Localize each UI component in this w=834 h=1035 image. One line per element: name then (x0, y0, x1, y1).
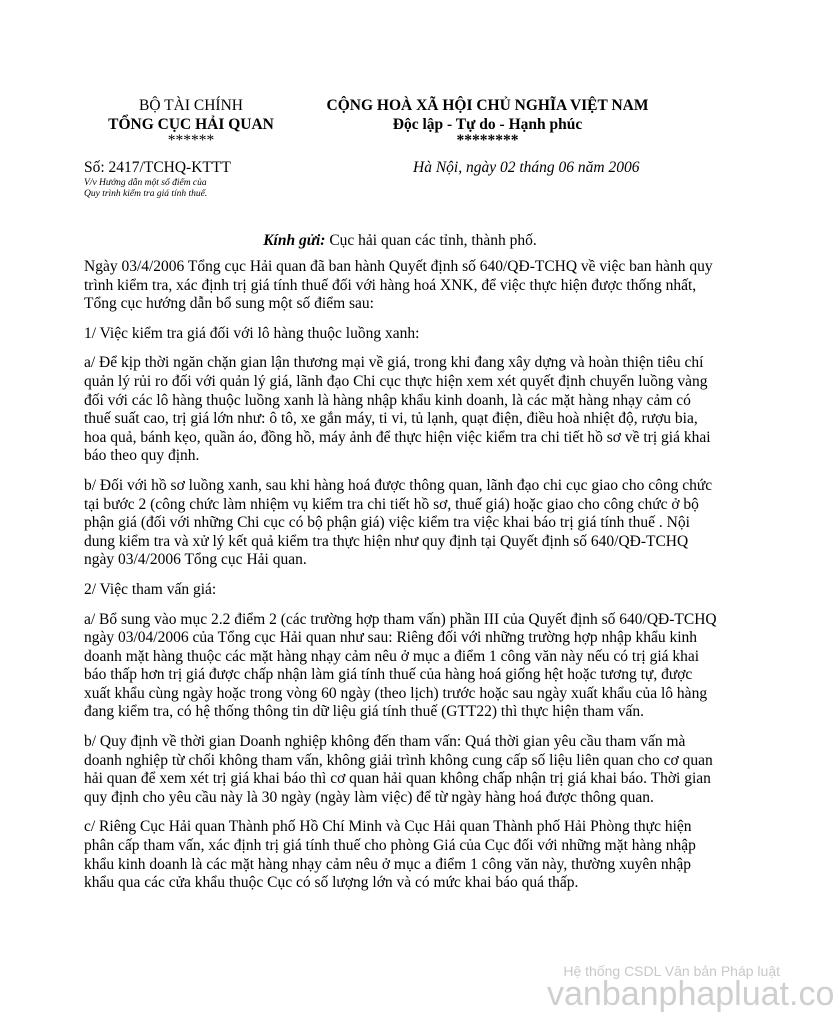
document-subject (84, 178, 254, 200)
subject-line: Quy trình kiểm tra giá tính thuế. (84, 189, 208, 199)
ministry-name: BỘ TÀI CHÍNH (139, 97, 243, 114)
body-paragraph: a/ Bổ sung vào mục 2.2 điểm 2 (các trường hợp tham vấn) phần III của Quyết định số 640/QĐ-TCHQ ngày 03/04/2006 của Tổng cục Hải quan như sau: Riêng đối với những trường hợp nhập khẩu kinh doanh mặt hàng thuộc các mặt hàng nhạy cảm nêu ở mục a điểm 1 công văn này nếu có trị giá khai báo thấp hơn trị giá được chấp nhận làm giá tính thuế của hàng hoá giống hệt hoặc tương tự, được xuất khẩu cùng ngày hoặc trong vòng 60 ngày (theo lịch) trước hoặc sau ngày xuất khẩu của lô hàng đang kiểm tra, có hệ thống thông tin dữ liệu giá tính thuế (GTT22) thì thực hiện tham vấn. (84, 610, 717, 721)
subject-line: V/v Hướng dẫn một số điểm của (84, 178, 207, 188)
issuing-authority (96, 96, 286, 148)
national-motto: Độc lập - Tự do - Hạnh phúc (392, 116, 583, 133)
place-and-date: Hà Nội, ngày 02 tháng 06 năm 2006 (413, 159, 640, 176)
national-title (300, 96, 675, 148)
body-paragraph: b/ Đối với hồ sơ luồng xanh, sau khi hàng hoá được thông quan, lãnh đạo chi cục giao cho công chức tại bước 2 (công chức làm nhiệm vụ kiểm tra chi tiết hồ sơ, thuế giá) hoặc giao cho công chức ở bộ phận giá (đối với những Chi cục có bộ phận giá) việc kiểm tra việc khai báo trị giá tính thuế . Nội dung kiểm tra và xử lý kết quả kiểm tra thực hiện như quy định tại Quyết định số 640/QĐ-TCHQ ngày 03/4/2006 Tổng cục Hải quan. (84, 476, 713, 569)
watermark-caption: Hệ thống CSDL Văn bản Pháp luật (563, 963, 780, 979)
body-paragraph: Ngày 03/4/2006 Tổng cục Hải quan đã ban hành Quyết định số 640/QĐ-TCHQ về việc ban hành quy trình kiểm tra, xác định trị giá tính thuế đối với hàng hoá XNK, để việc thực hiện được thống nhất, Tổng cục hướng dẫn bổ sung một số điểm sau: (84, 258, 713, 313)
document-number: Số: 2417/TCHQ-KTTT (84, 159, 231, 176)
salutation-recipient: Cục hải quan các tỉnh, thành phố. (325, 232, 537, 249)
right-divider-stars: ******** (456, 132, 519, 149)
body-paragraph: c/ Riêng Cục Hải quan Thành phố Hồ Chí Minh và Cục Hải quan Thành phố Hải Phòng thực hiện phân cấp tham vấn, xác định trị giá tính thuế cho phòng Giá của Cục đối với những mặt hàng nhập khẩu kinh doanh là các mặt hàng nhạy cảm nêu ở mục a điểm 1 công văn này, thường xuyên nhập khẩu qua các cửa khẩu thuộc Cục có số lượng lớn và có mức khai báo quá thấp. (84, 818, 696, 892)
body-paragraph: b/ Quy định về thời gian Doanh nghiệp không đến tham vấn: Quá thời gian yêu cầu tham vấn mà doanh nghiệp từ chối không tham vấn, không giải trình không cung cấp số liệu liên quan cho cơ quan hải quan để xem xét trị giá khai báo thì cơ quan hải quan không chấp nhận trị giá khai báo. Thời gian quy định cho yêu cầu này là 30 ngày (ngày làm việc) để từ ngày hàng hoá được thông quan. (84, 733, 713, 806)
country-name: CỘNG HOÀ XÃ HỘI CHỦ NGHĨA VIỆT NAM (326, 97, 649, 114)
left-divider-stars: ****** (167, 132, 215, 149)
salutation (0, 232, 800, 250)
salutation-label: Kính gửi: (263, 232, 326, 249)
document-body (84, 258, 720, 904)
watermark-site: vanbanphapluat.co (547, 975, 834, 1013)
section-heading: 2/ Việc tham vấn giá: (84, 580, 217, 598)
section-heading: 1/ Việc kiểm tra giá đối với lô hàng thuộc luồng xanh: (84, 324, 420, 342)
body-paragraph: a/ Để kịp thời ngăn chặn gian lận thương mại về giá, trong khi đang xây dựng và hoàn thiện tiêu chí quản lý rủi ro đối với quản lý giá, lãnh đạo Chi cục thực hiện xem xét quyết định chuyển luồng vàng đối với các lô hàng thuộc luồng xanh là hàng nhập khẩu kinh doanh, là các mặt hàng nhạy cảm có thuế suất cao, trị giá lớn như: ô tô, xe gắn máy, ti vi, tủ lạnh, quạt điện, điều hoà nhiệt độ, rượu bia, hoa quả, bánh kẹo, quần áo, đồng hồ, máy ảnh để thực hiện việc kiểm tra chi tiết hồ sơ về trị giá khai báo theo quy định. (84, 354, 711, 465)
department-name: TỔNG CỤC HẢI QUAN (108, 116, 274, 133)
